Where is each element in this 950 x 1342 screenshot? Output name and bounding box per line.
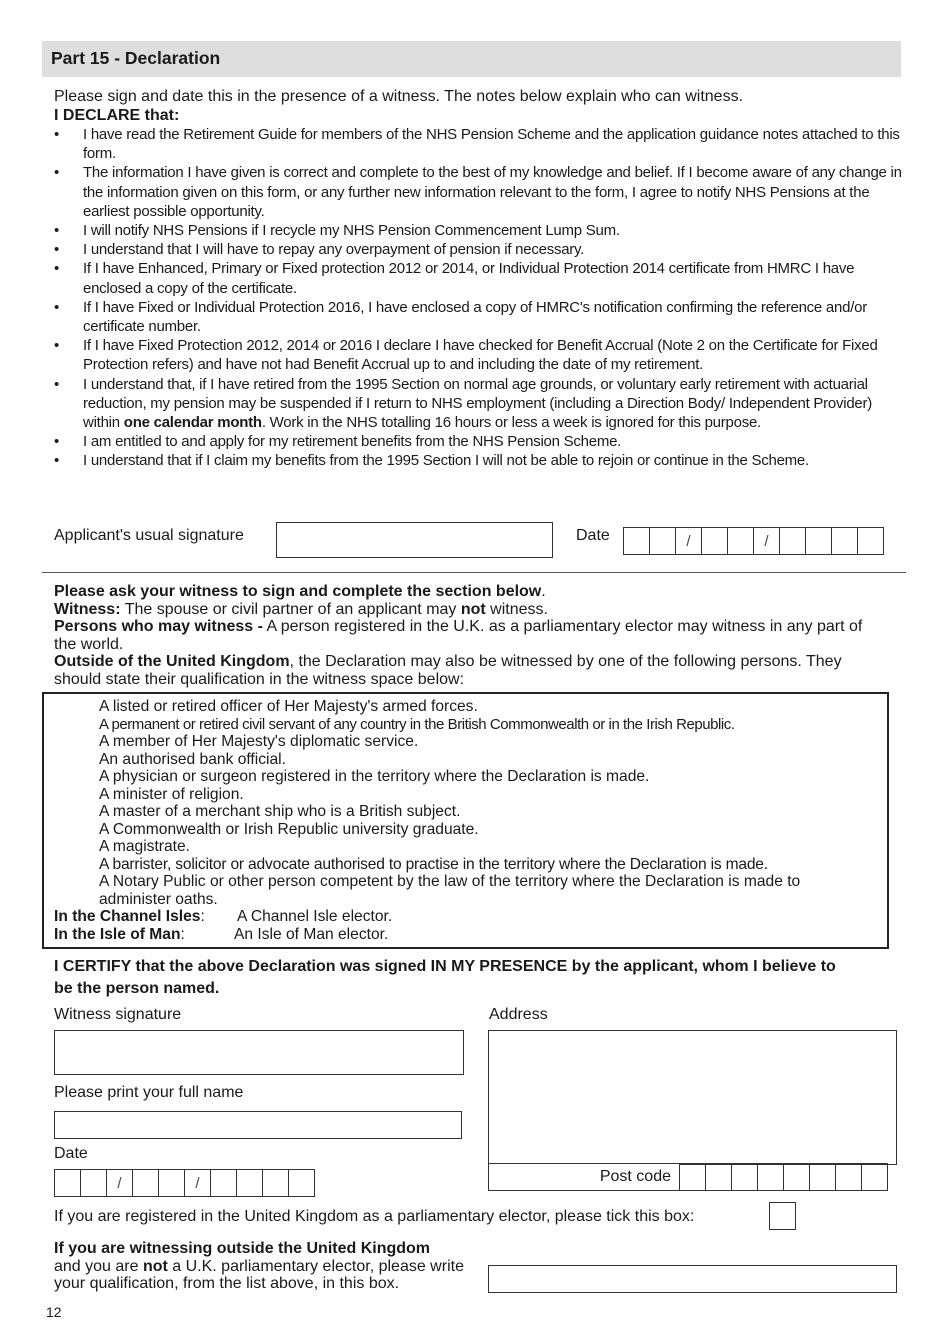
outside-uk-label: Outside of the United Kingdom — [54, 653, 290, 670]
declaration-item: • If I have Enhanced, Primary or Fixed protection 2012 or 2014, or Individual Protection 2014 certificate from HMRC I have enclosed a copy of the certificate. — [54, 259, 906, 297]
date-digit-cell[interactable] — [857, 527, 884, 555]
date-digit-cell[interactable] — [649, 527, 676, 555]
witness-signature-field[interactable] — [54, 1030, 464, 1075]
outside-uk-text: , the Declaration may also be witnessed by one of the following persons. They should state their qualification in the witness space below: — [54, 653, 842, 688]
declaration-text: I understand that, if I have retired from the 1995 Section on normal age grounds, or voluntary early retirement with actuarial reduction, my pension may be suspended if I return to NHS employment (including a Direction Body/ Independent Provider) within — [83, 375, 873, 432]
declaration-item: • I understand that I will have to repay any overpayment of pension if necessary. — [54, 240, 906, 259]
elector-checkbox[interactable] — [769, 1202, 796, 1230]
qualified-person-item: A listed or retired officer of Her Majesty's armed forces. — [99, 698, 478, 715]
postcode-cell[interactable] — [809, 1163, 836, 1191]
date-digit-cell[interactable] — [779, 527, 806, 555]
date-separator: / — [675, 527, 702, 555]
witness-rule-label: Witness: — [54, 600, 121, 618]
ask-witness-heading: Please ask your witness to sign and complete the section below — [54, 583, 542, 600]
postcode-field[interactable] — [679, 1163, 888, 1191]
qualified-persons-list — [99, 698, 859, 908]
witness-rule-not: not — [460, 600, 486, 618]
certify-statement: I CERTIFY that the above Declaration was signed IN MY PRESENCE by the applicant, whom I believe to be the person named. — [54, 958, 836, 997]
witness-rule-text: The spouse or civil partner of an applicant may — [120, 600, 461, 618]
qualified-person-item: A minister of religion. — [99, 785, 244, 803]
page-number: 12 — [46, 1304, 62, 1320]
region-row — [54, 926, 392, 944]
region-electors — [54, 908, 392, 943]
applicant-date-label: Date — [576, 527, 610, 544]
qualified-person-item: A Notary Public or other person competent by the law of the territory where the Declaration is made to administer oaths. — [99, 873, 801, 908]
declaration-item: • I understand that if I claim my benefits from the 1995 Section I will not be able to rejoin or continue in the Scheme. — [54, 451, 906, 470]
witness-date-label: Date — [54, 1145, 88, 1162]
section-title: Part 15 - Declaration — [51, 48, 221, 68]
region-text: A Channel Isle elector. — [237, 908, 393, 925]
qualified-person-item: A master of a merchant ship who is a British subject. — [99, 803, 461, 820]
applicant-signature-field[interactable] — [276, 522, 553, 558]
witness-date-field[interactable] — [54, 1169, 315, 1197]
qualified-person-item: A magistrate. — [99, 838, 191, 855]
region-row — [54, 908, 392, 926]
witness-rule-text: witness. — [485, 600, 548, 618]
declare-label: I DECLARE that: — [54, 107, 180, 124]
qualified-person-item: A member of Her Majesty's diplomatic service. — [99, 733, 419, 750]
date-separator: / — [184, 1169, 211, 1197]
postcode-cell[interactable] — [835, 1163, 862, 1191]
date-separator: / — [753, 527, 780, 555]
qualified-person-item: A Commonwealth or Irish Republic university graduate. — [99, 820, 479, 838]
postcode-cell[interactable] — [705, 1163, 732, 1191]
postcode-label-box — [488, 1163, 680, 1191]
punctuation: . — [541, 583, 546, 600]
declaration-item: • If I have Fixed Protection 2012, 2014 or 2016 I declare I have checked for Benefit Accrual (Note 2 on the Certificate for Fixed Protection refers) and have not had Benefit Accrual up to and including the date of my retirement. — [54, 336, 906, 374]
declaration-emphasis: one calendar month — [123, 414, 262, 432]
date-digit-cell[interactable] — [80, 1169, 107, 1197]
section-divider — [42, 572, 906, 573]
region-label: In the Channel Isles — [54, 908, 201, 925]
overseas-instructions — [54, 1240, 484, 1293]
postcode-cell[interactable] — [731, 1163, 758, 1191]
full-name-field[interactable] — [54, 1111, 462, 1139]
qualified-person-item: A physician or surgeon registered in the territory where the Declaration is made. — [99, 768, 650, 785]
address-field[interactable] — [488, 1030, 897, 1165]
declaration-item: • I have read the Retirement Guide for members of the NHS Pension Scheme and the application guidance notes attached to this form. — [54, 125, 906, 163]
overseas-text: a U.K. parliamentary elector, please write your qualification, from the list above, in this box. — [54, 1257, 464, 1292]
date-digit-cell[interactable] — [262, 1169, 289, 1197]
date-digit-cell[interactable] — [54, 1169, 81, 1197]
postcode-cell[interactable] — [783, 1163, 810, 1191]
declaration-text: . Work in the NHS totalling 16 hours or less a week is ignored for this purpose. — [261, 414, 761, 432]
qualified-person-item: A permanent or retired civil servant of any country in the British Commonwealth or in the Irish Republic. — [99, 715, 735, 733]
overseas-text: and you are — [54, 1257, 143, 1275]
date-digit-cell[interactable] — [831, 527, 858, 555]
qualified-person-item: An authorised bank official. — [99, 750, 286, 768]
intro-text: Please sign and date this in the presence of a witness. The notes below explain who can witness. — [54, 88, 744, 105]
overseas-heading: If you are witnessing outside the United Kingdom — [54, 1240, 431, 1257]
date-digit-cell[interactable] — [210, 1169, 237, 1197]
elector-tick-label: If you are registered in the United Kingdom as a parliamentary elector, please tick this box: — [54, 1208, 695, 1225]
witness-signature-label: Witness signature — [54, 1006, 182, 1023]
witness-instructions — [54, 583, 874, 688]
applicant-signature-label: Applicant's usual signature — [54, 527, 244, 544]
declaration-list — [54, 125, 906, 471]
full-name-label: Please print your full name — [54, 1084, 244, 1101]
date-digit-cell[interactable] — [701, 527, 728, 555]
qualified-person-item: A barrister, solicitor or advocate authorised to practise in the territory where the Declaration is made. — [99, 855, 768, 873]
postcode-cell[interactable] — [861, 1163, 888, 1191]
declaration-item — [54, 375, 906, 433]
date-digit-cell[interactable] — [623, 527, 650, 555]
date-digit-cell[interactable] — [805, 527, 832, 555]
postcode-cell[interactable] — [679, 1163, 706, 1191]
region-label: In the Isle of Man — [54, 925, 181, 943]
punctuation: : — [200, 908, 205, 925]
declaration-item: • I am entitled to and apply for my retirement benefits from the NHS Pension Scheme. — [54, 432, 906, 451]
date-separator: / — [106, 1169, 133, 1197]
address-label: Address — [489, 1006, 548, 1023]
date-digit-cell[interactable] — [132, 1169, 159, 1197]
overseas-not: not — [142, 1257, 168, 1275]
postcode-label: Post code — [599, 1168, 671, 1185]
postcode-cell[interactable] — [757, 1163, 784, 1191]
date-digit-cell[interactable] — [727, 527, 754, 555]
punctuation: : — [180, 925, 185, 943]
date-digit-cell[interactable] — [236, 1169, 263, 1197]
declaration-item: • I will notify NHS Pensions if I recycle my NHS Pension Commencement Lump Sum. — [54, 221, 906, 240]
region-text: An Isle of Man elector. — [234, 925, 389, 943]
section-header — [42, 41, 901, 77]
declaration-item: • The information I have given is correct and complete to the best of my knowledge and belief. If I become aware of any change in the information given on this form, or any further new information relevant to the form, I agree to notify NHS Pensions at the earliest possible opportunity. — [54, 163, 906, 221]
date-digit-cell[interactable] — [288, 1169, 315, 1197]
declaration-item: • If I have Fixed or Individual Protection 2016, I have enclosed a copy of HMRC's notification confirming the reference and/or certificate number. — [54, 298, 906, 336]
date-digit-cell[interactable] — [158, 1169, 185, 1197]
applicant-date-field[interactable] — [623, 527, 884, 555]
persons-text: A person registered in the U.K. as a parliamentary elector may witness in any part of the world. — [54, 618, 863, 653]
persons-label: Persons who may witness - — [54, 618, 263, 635]
qualification-field[interactable] — [488, 1265, 897, 1293]
qualified-persons-box — [42, 692, 889, 949]
